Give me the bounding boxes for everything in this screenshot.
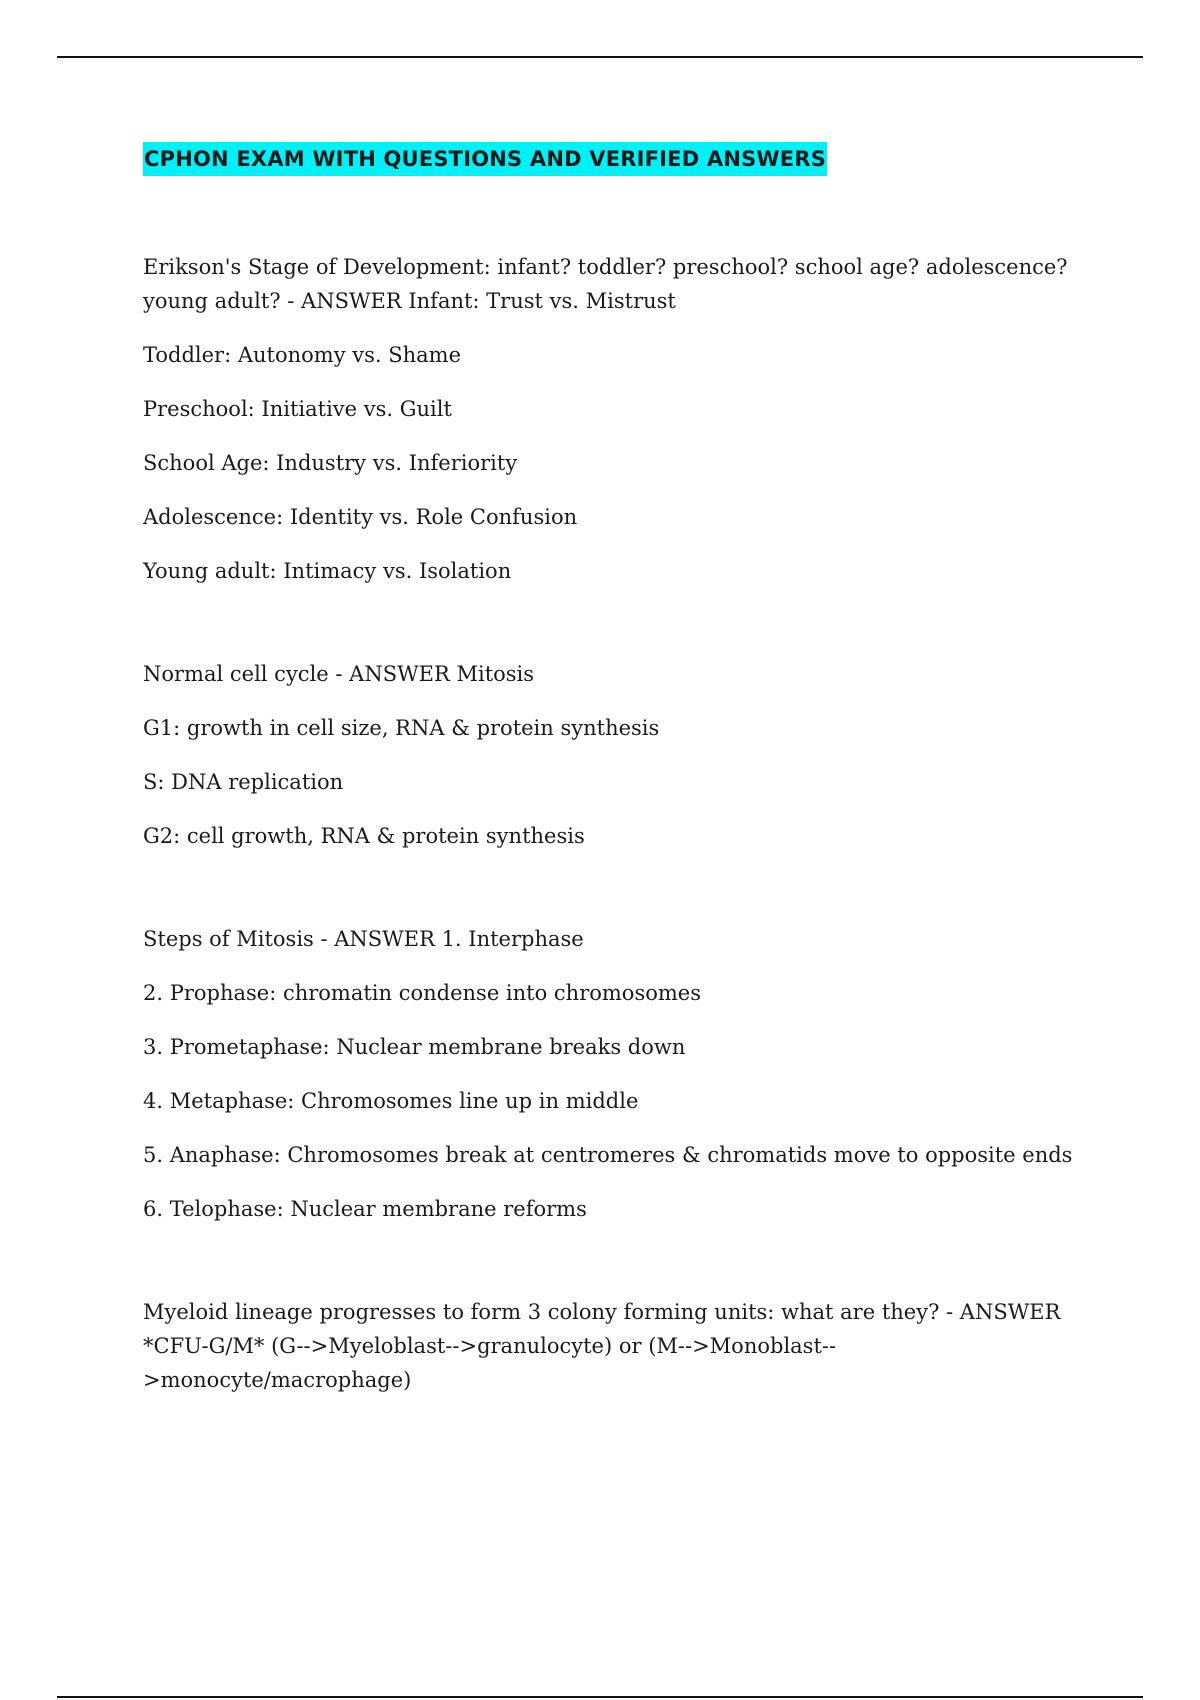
question-erikson: Erikson's Stage of Development: infant? toddler? preschool? school age? adolescence? young adult? - ANSWER Infant: Trust vs. Mistrust [143, 255, 1068, 313]
answer-line: S: DNA replication [143, 770, 344, 794]
answer-line: 3. Prometaphase: Nuclear membrane breaks down [143, 1035, 686, 1059]
document-title: CPHON EXAM WITH QUESTIONS AND VERIFIED ANSWERS [143, 142, 827, 176]
bottom-rule [57, 1696, 1143, 1698]
top-rule [57, 56, 1143, 58]
document-body [143, 142, 1083, 1397]
answer-line: 6. Telophase: Nuclear membrane reforms [143, 1197, 587, 1221]
answer-line: Young adult: Intimacy vs. Isolation [143, 559, 512, 583]
section-myeloid [143, 1295, 1083, 1397]
section-erikson [143, 250, 1083, 588]
answer-line: 2. Prophase: chromatin condense into chromosomes [143, 981, 701, 1005]
answer-line: 5. Anaphase: Chromosomes break at centromeres & chromatids move to opposite ends [143, 1143, 1073, 1167]
answer-line: Adolescence: Identity vs. Role Confusion [143, 505, 578, 529]
answer-line: Preschool: Initiative vs. Guilt [143, 397, 452, 421]
answer-line: Toddler: Autonomy vs. Shame [143, 343, 461, 367]
answer-line: 4. Metaphase: Chromosomes line up in middle [143, 1089, 639, 1113]
answer-line: G1: growth in cell size, RNA & protein synthesis [143, 716, 660, 740]
answer-line: School Age: Industry vs. Inferiority [143, 451, 518, 475]
section-mitosis [143, 922, 1083, 1226]
question-myeloid: Myeloid lineage progresses to form 3 colony forming units: what are they? - ANSWER *CFU-G/M* (G-->Myeloblast-->granulocyte) or (M-->Monoblast-->monocyte/macrophage) [143, 1300, 1061, 1392]
answer-line: G2: cell growth, RNA & protein synthesis [143, 824, 585, 848]
question-cell-cycle: Normal cell cycle - ANSWER Mitosis [143, 662, 535, 686]
question-mitosis: Steps of Mitosis - ANSWER 1. Interphase [143, 927, 584, 951]
section-cell-cycle [143, 657, 1083, 853]
